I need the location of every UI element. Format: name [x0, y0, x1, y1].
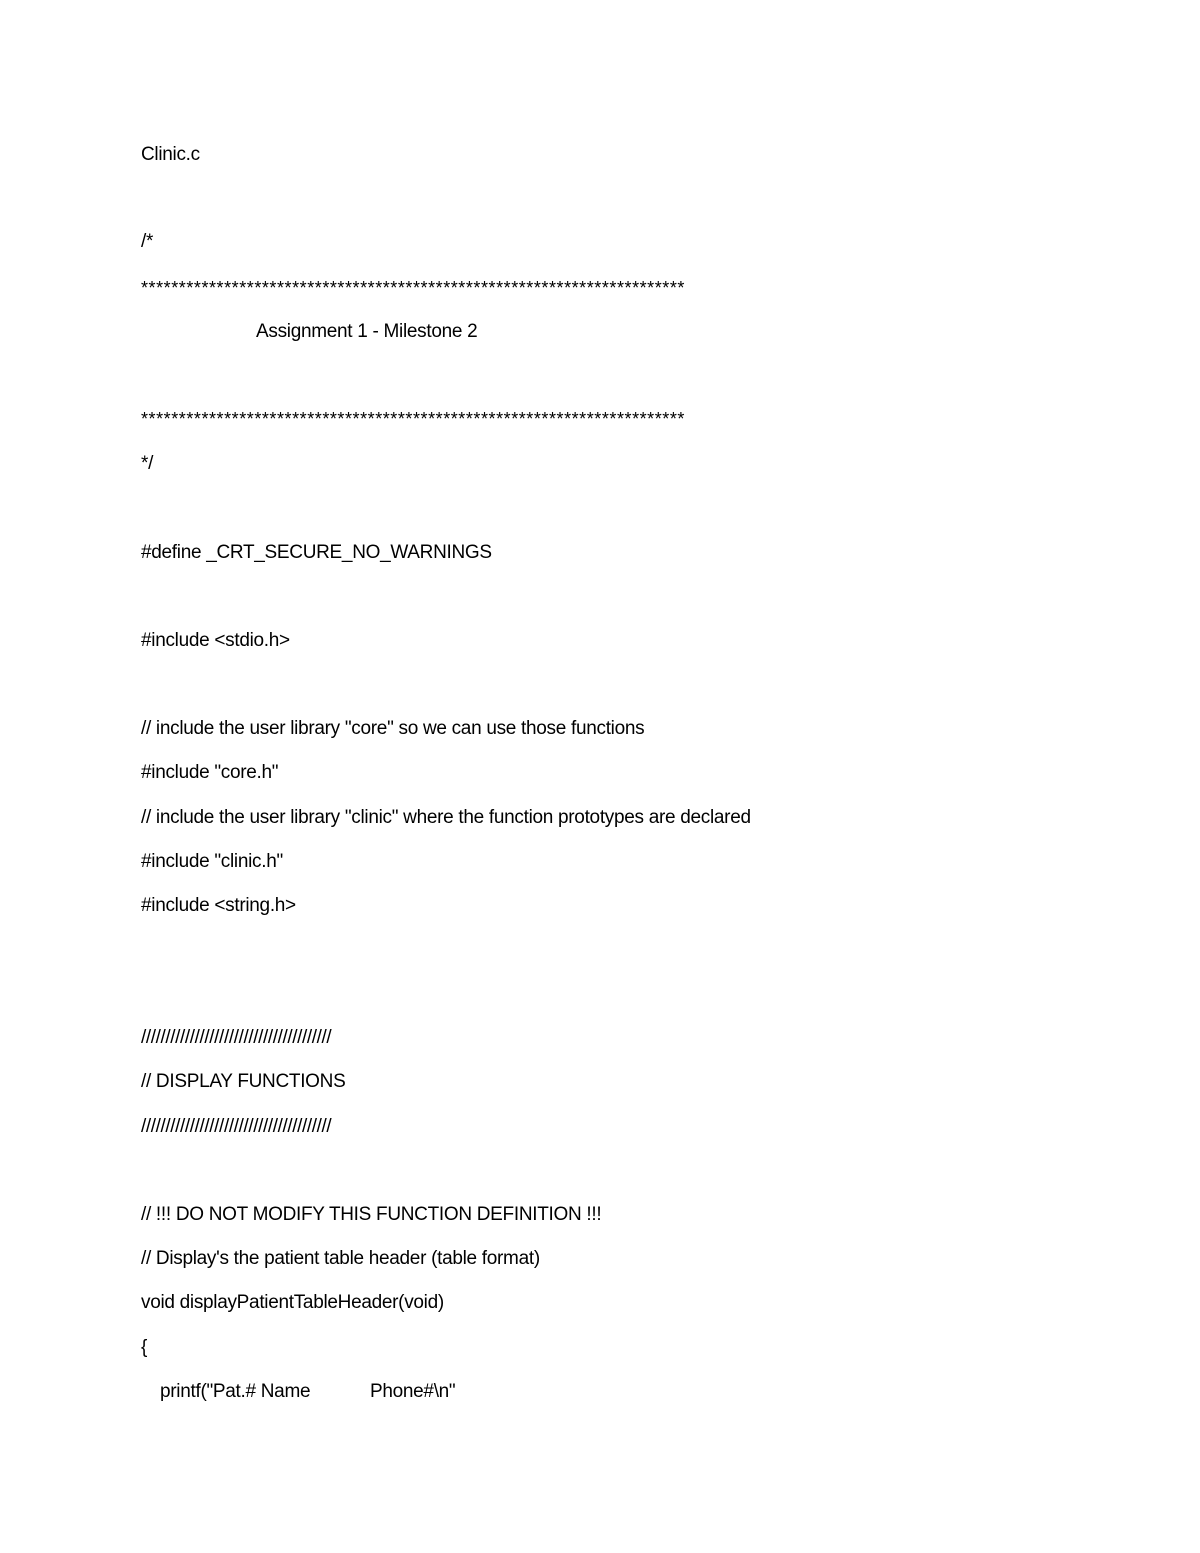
code-line: #include <string.h> [141, 895, 296, 916]
code-line: // include the user library "core" so we can use those functions [141, 718, 645, 739]
code-line: */ [141, 453, 154, 474]
code-line: // include the user library "clinic" where the function prototypes are declared [141, 807, 751, 828]
file-name-heading: Clinic.c [141, 144, 200, 165]
code-line: Assignment 1 - Milestone 2 [256, 321, 478, 342]
code-line: void displayPatientTableHeader(void) [141, 1292, 444, 1313]
code-line: /* [141, 231, 154, 252]
code-line: // !!! DO NOT MODIFY THIS FUNCTION DEFINITION !!! [141, 1204, 602, 1225]
code-line: // DISPLAY FUNCTIONS [141, 1071, 346, 1092]
code-line: { [141, 1337, 148, 1358]
code-line: printf("Pat.# Name Phone#\n" [160, 1381, 456, 1402]
code-line: #define _CRT_SECURE_NO_WARNINGS [141, 542, 492, 563]
code-line: ************************************************************************ [141, 409, 685, 429]
code-line: #include "clinic.h" [141, 851, 283, 872]
code-line: /////////////////////////////////////// [141, 1116, 332, 1137]
code-line: // Display's the patient table header (table format) [141, 1248, 540, 1269]
code-line: #include "core.h" [141, 762, 279, 783]
code-line: /////////////////////////////////////// [141, 1027, 332, 1048]
code-line: ************************************************************************ [141, 278, 685, 298]
code-line: #include <stdio.h> [141, 630, 290, 651]
